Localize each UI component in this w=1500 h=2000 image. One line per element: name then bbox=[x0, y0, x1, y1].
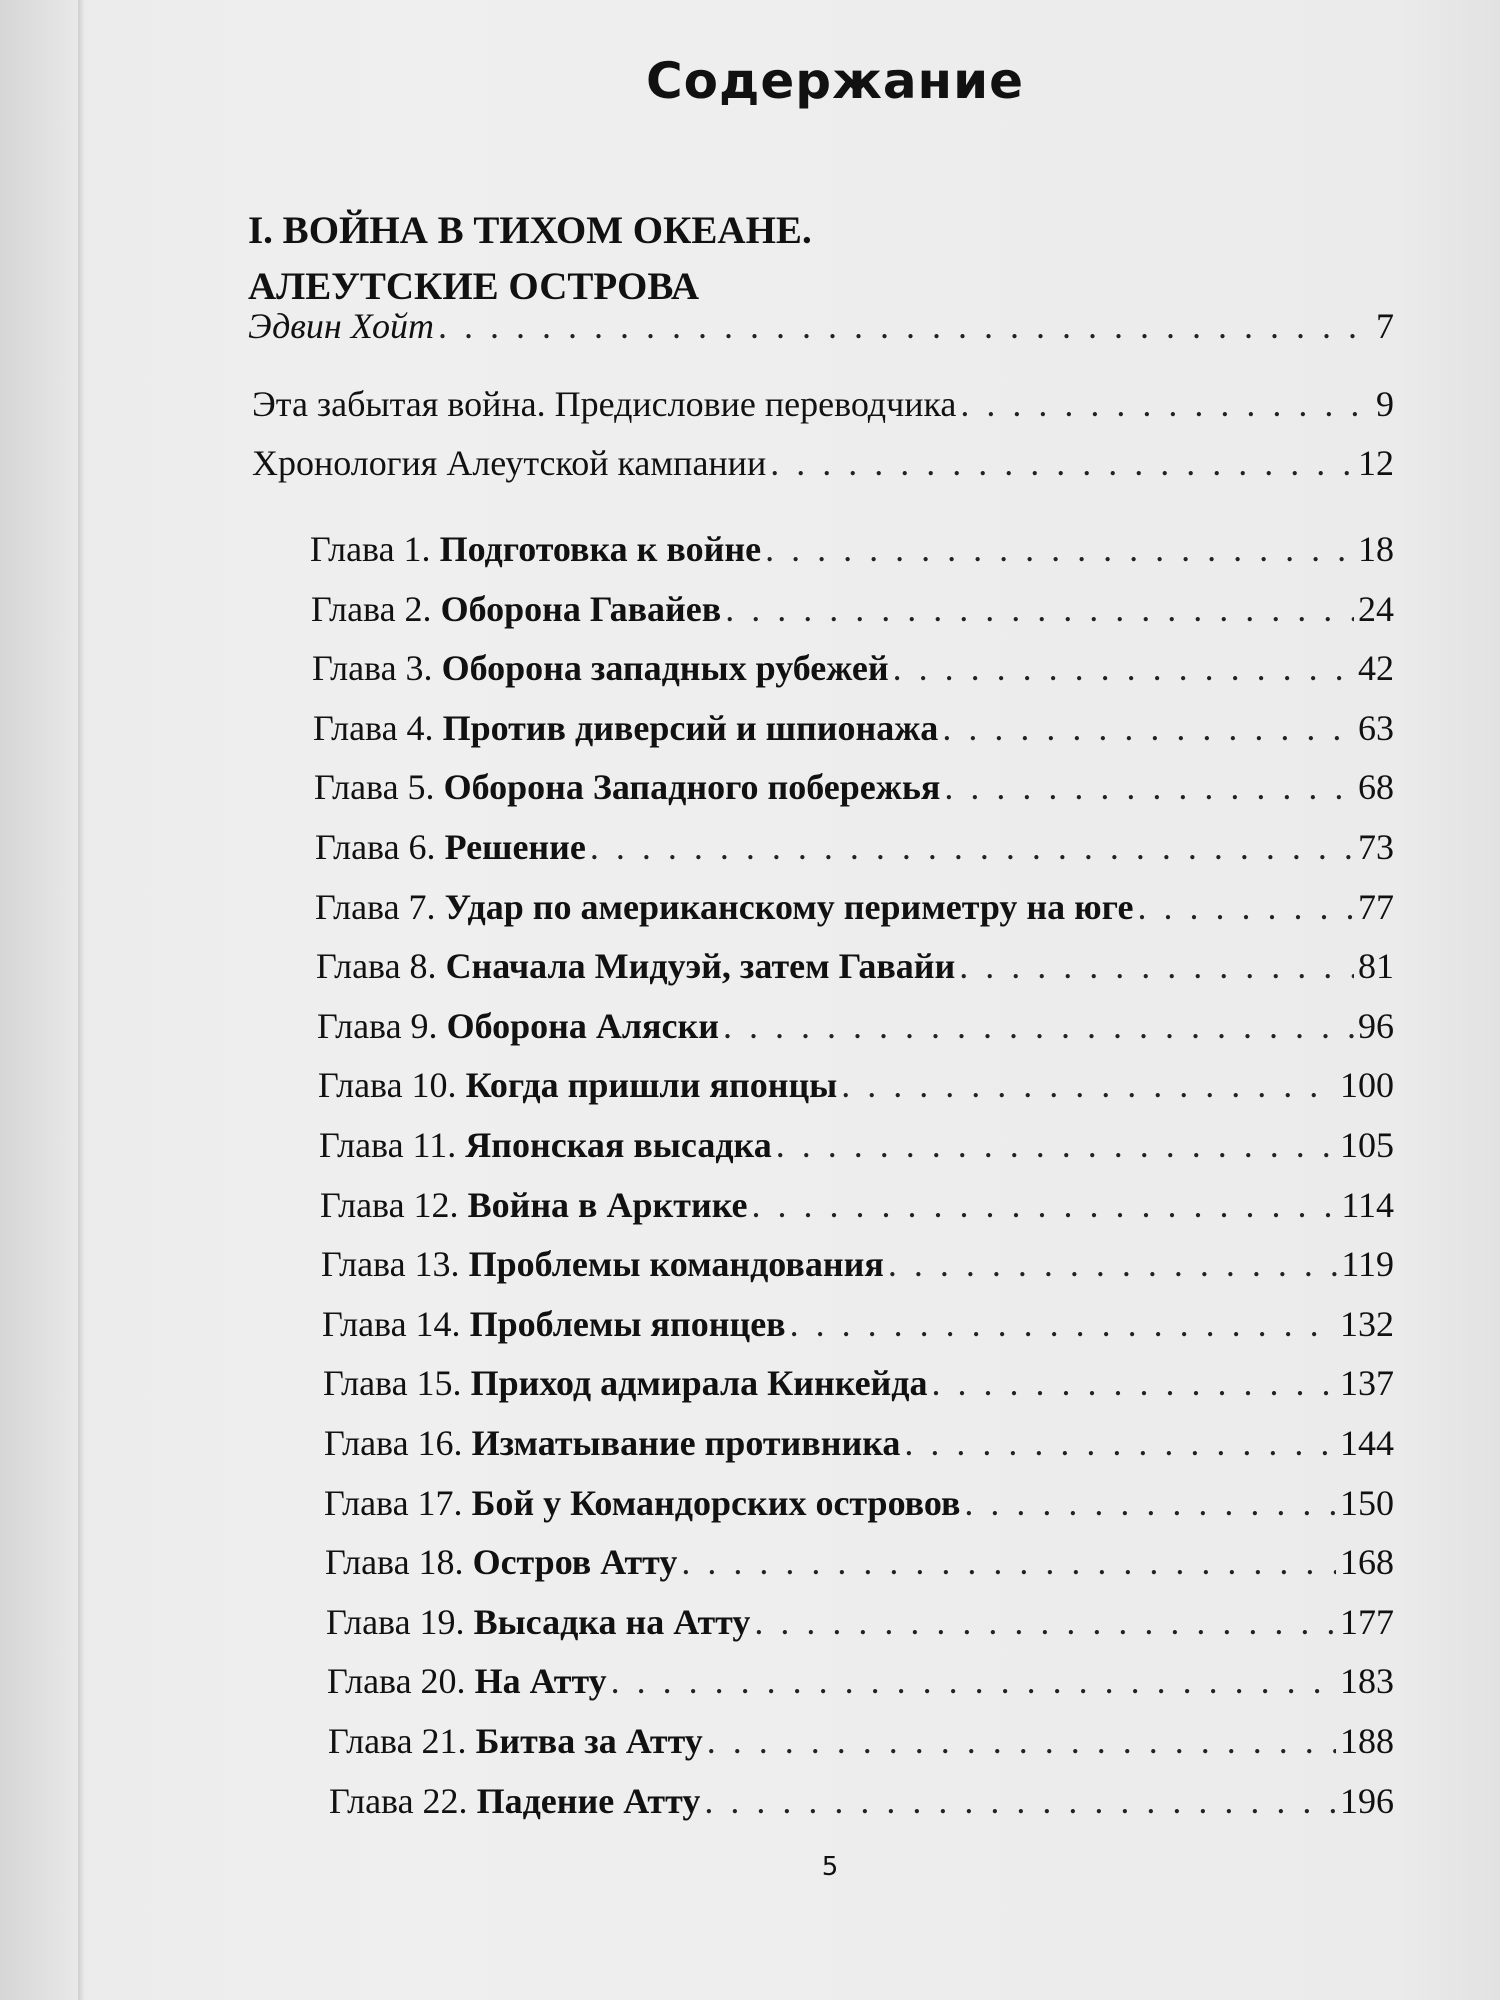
toc-entry-chapter[interactable] bbox=[313, 707, 1394, 749]
leader-dots bbox=[754, 1601, 1336, 1643]
page-ref: 96 bbox=[1358, 1006, 1394, 1046]
chapter-separator bbox=[465, 1601, 474, 1643]
chapter-number: Глава 13. bbox=[321, 1244, 460, 1284]
leader-dots bbox=[770, 442, 1354, 484]
leader-dots bbox=[704, 1780, 1336, 1822]
toc-entry-chapter[interactable] bbox=[315, 826, 1394, 868]
chapter-title: Сначала Мидуэй, затем Гавайи bbox=[445, 946, 956, 986]
page-ref: 132 bbox=[1340, 1304, 1394, 1344]
chapter-number: Глава 7. bbox=[315, 887, 436, 927]
page-ref: 63 bbox=[1358, 708, 1394, 748]
toc-entry-chapter[interactable] bbox=[326, 1601, 1394, 1643]
chapter-title: Подготовка к войне bbox=[439, 529, 762, 569]
leader-dots bbox=[725, 588, 1354, 630]
page-ref: 144 bbox=[1340, 1423, 1394, 1463]
chapter-separator bbox=[467, 1720, 476, 1762]
page-ref: 24 bbox=[1358, 589, 1394, 629]
leader-dots bbox=[723, 1005, 1354, 1047]
toc-entry-chapter[interactable] bbox=[311, 588, 1394, 630]
chapter-separator bbox=[459, 1184, 468, 1226]
page-ref: 100 bbox=[1340, 1065, 1394, 1105]
chapter-title: Оборона западных рубежей bbox=[441, 648, 889, 688]
leader-dots bbox=[752, 1184, 1338, 1226]
chapter-separator bbox=[461, 1303, 470, 1345]
toc-entry-chapter[interactable] bbox=[315, 886, 1394, 928]
leader-dots bbox=[888, 1243, 1338, 1285]
chapter-separator bbox=[438, 1005, 447, 1047]
part-heading bbox=[248, 203, 812, 315]
part-heading-line-1: I. ВОЙНА В ТИХОМ ОКЕАНЕ. bbox=[248, 209, 812, 252]
toc-entry-chapter[interactable] bbox=[316, 945, 1394, 987]
page-ref: 168 bbox=[1340, 1542, 1394, 1582]
toc-entry-chapter[interactable] bbox=[324, 1422, 1394, 1464]
chapter-separator bbox=[456, 1124, 465, 1166]
entry-title: Эта забытая война. Предисловие переводчика bbox=[252, 384, 957, 424]
leader-dots bbox=[590, 826, 1354, 868]
chapter-title: Оборона Аляски bbox=[446, 1006, 719, 1046]
chapter-separator bbox=[460, 1243, 469, 1285]
chapter-separator bbox=[437, 945, 446, 987]
chapter-number: Глава 4. bbox=[313, 708, 434, 748]
chapter-title: Битва за Атту bbox=[475, 1721, 703, 1761]
leader-dots bbox=[1138, 886, 1354, 928]
chapter-title: Оборона Западного побережья bbox=[443, 767, 941, 807]
part-heading-line-2: АЛЕУТСКИЕ ОСТРОВА bbox=[248, 265, 700, 308]
chapter-separator bbox=[462, 1362, 471, 1404]
chapter-title: Решение bbox=[444, 827, 586, 867]
chapter-title: Война в Арктике bbox=[467, 1185, 748, 1225]
page-ref: 196 bbox=[1340, 1781, 1394, 1821]
toc-entry-author[interactable] bbox=[248, 305, 1394, 347]
toc-entry-chapter[interactable] bbox=[319, 1124, 1394, 1166]
chapter-number: Глава 17. bbox=[324, 1483, 463, 1523]
leader-dots bbox=[790, 1303, 1336, 1345]
chapter-title: Удар по американскому периметру на юге bbox=[444, 887, 1134, 927]
toc-entry-chapter[interactable] bbox=[322, 1303, 1394, 1345]
chapter-separator bbox=[434, 707, 443, 749]
page-ref: 7 bbox=[1376, 306, 1394, 346]
page-ref: 9 bbox=[1376, 384, 1394, 424]
toc-entry-preface[interactable] bbox=[252, 383, 1394, 425]
toc-entry-chapter[interactable] bbox=[318, 1064, 1394, 1106]
chapter-separator bbox=[463, 1422, 472, 1464]
chapter-title: Остров Атту bbox=[472, 1542, 678, 1582]
chapter-number: Глава 3. bbox=[312, 648, 433, 688]
chapter-number: Глава 16. bbox=[324, 1423, 463, 1463]
toc-entry-chapter[interactable] bbox=[320, 1184, 1394, 1226]
toc-entry-chapter[interactable] bbox=[321, 1243, 1394, 1285]
chapter-separator bbox=[436, 826, 445, 868]
chapter-separator bbox=[466, 1660, 475, 1702]
chapter-number: Глава 10. bbox=[318, 1065, 457, 1105]
chapter-title: На Атту bbox=[474, 1661, 607, 1701]
page-ref: 18 bbox=[1358, 529, 1394, 569]
toc-entry-chapter[interactable] bbox=[312, 647, 1394, 689]
leader-dots bbox=[932, 1362, 1336, 1404]
leader-dots bbox=[611, 1660, 1336, 1702]
chapter-number: Глава 1. bbox=[310, 529, 431, 569]
toc-entry-chapter[interactable] bbox=[329, 1780, 1394, 1822]
chapter-title: Против диверсий и шпионажа bbox=[442, 708, 939, 748]
leader-dots bbox=[904, 1422, 1336, 1464]
chapter-title: Приход адмирала Кинкейда bbox=[470, 1363, 928, 1403]
toc-entry-chapter[interactable] bbox=[317, 1005, 1394, 1047]
page-ref: 114 bbox=[1341, 1185, 1394, 1225]
chapter-title: Оборона Гавайев bbox=[440, 589, 722, 629]
chapter-number: Глава 14. bbox=[322, 1304, 461, 1344]
toc-entry-chapter[interactable] bbox=[310, 528, 1394, 570]
chapter-title: Японская высадка bbox=[465, 1125, 772, 1165]
chapter-number: Глава 8. bbox=[316, 946, 437, 986]
leader-dots bbox=[841, 1064, 1336, 1106]
toc-entry-chapter[interactable] bbox=[328, 1720, 1394, 1762]
page-title: Содержание bbox=[645, 52, 1025, 110]
page-gutter bbox=[78, 0, 84, 2000]
chapter-number: Глава 11. bbox=[319, 1125, 457, 1165]
chapter-separator bbox=[457, 1064, 466, 1106]
chapter-title: Высадка на Атту bbox=[473, 1602, 751, 1642]
leader-dots bbox=[964, 1482, 1336, 1524]
leader-dots bbox=[438, 305, 1372, 347]
chapter-number: Глава 19. bbox=[326, 1602, 465, 1642]
chapter-number: Глава 12. bbox=[320, 1185, 459, 1225]
leader-dots bbox=[765, 528, 1354, 570]
author-name: Эдвин Хойт bbox=[248, 306, 435, 346]
page-ref: 68 bbox=[1358, 767, 1394, 807]
leader-dots bbox=[681, 1541, 1336, 1583]
chapter-title: Проблемы командования bbox=[468, 1244, 884, 1284]
leader-dots bbox=[960, 383, 1372, 425]
toc-entry-chapter[interactable] bbox=[324, 1482, 1394, 1524]
page-ref: 177 bbox=[1340, 1602, 1394, 1642]
chapter-number: Глава 21. bbox=[328, 1721, 467, 1761]
page-ref: 42 bbox=[1358, 648, 1394, 688]
leader-dots bbox=[776, 1124, 1336, 1166]
page-ref: 77 bbox=[1358, 887, 1394, 927]
toc-entry-chapter[interactable] bbox=[314, 766, 1394, 808]
chapter-separator bbox=[432, 588, 441, 630]
toc-entry-chapter[interactable] bbox=[327, 1660, 1394, 1702]
page-ref: 119 bbox=[1341, 1244, 1394, 1284]
leader-dots bbox=[707, 1720, 1336, 1762]
chapter-separator bbox=[436, 886, 445, 928]
chapter-separator bbox=[468, 1780, 477, 1822]
chapter-separator bbox=[431, 528, 440, 570]
toc-entry-chronology[interactable] bbox=[252, 442, 1394, 484]
page-ref: 137 bbox=[1340, 1363, 1394, 1403]
chapter-separator bbox=[433, 647, 442, 689]
page-ref: 105 bbox=[1340, 1125, 1394, 1165]
page-ref: 183 bbox=[1340, 1661, 1394, 1701]
page-ref: 81 bbox=[1358, 946, 1394, 986]
chapter-number: Глава 15. bbox=[323, 1363, 462, 1403]
page-ref: 12 bbox=[1358, 443, 1394, 483]
leader-dots bbox=[959, 945, 1354, 987]
page-ref: 73 bbox=[1358, 827, 1394, 867]
chapter-separator bbox=[463, 1482, 472, 1524]
toc-entry-chapter[interactable] bbox=[325, 1541, 1394, 1583]
chapter-number: Глава 5. bbox=[314, 767, 435, 807]
leader-dots bbox=[944, 766, 1354, 808]
leader-dots bbox=[942, 707, 1354, 749]
leader-dots bbox=[893, 647, 1354, 689]
page-ref: 188 bbox=[1340, 1721, 1394, 1761]
chapter-title: Когда пришли японцы bbox=[465, 1065, 838, 1105]
entry-title: Хронология Алеутской кампании bbox=[252, 443, 767, 483]
chapter-title: Бой у Командорских островов bbox=[471, 1483, 961, 1523]
chapter-number: Глава 6. bbox=[315, 827, 436, 867]
chapter-separator bbox=[464, 1541, 473, 1583]
chapter-title: Падение Атту bbox=[476, 1781, 701, 1821]
chapter-number: Глава 18. bbox=[325, 1542, 464, 1582]
chapter-number: Глава 9. bbox=[317, 1006, 438, 1046]
chapter-number: Глава 2. bbox=[311, 589, 432, 629]
chapter-title: Изматывание противника bbox=[471, 1423, 901, 1463]
page-ref: 150 bbox=[1340, 1483, 1394, 1523]
chapter-number: Глава 22. bbox=[329, 1781, 468, 1821]
page-number: 5 bbox=[821, 1852, 839, 1882]
toc-entry-chapter[interactable] bbox=[323, 1362, 1394, 1404]
chapter-number: Глава 20. bbox=[327, 1661, 466, 1701]
chapter-title: Проблемы японцев bbox=[469, 1304, 786, 1344]
chapter-separator bbox=[435, 766, 444, 808]
